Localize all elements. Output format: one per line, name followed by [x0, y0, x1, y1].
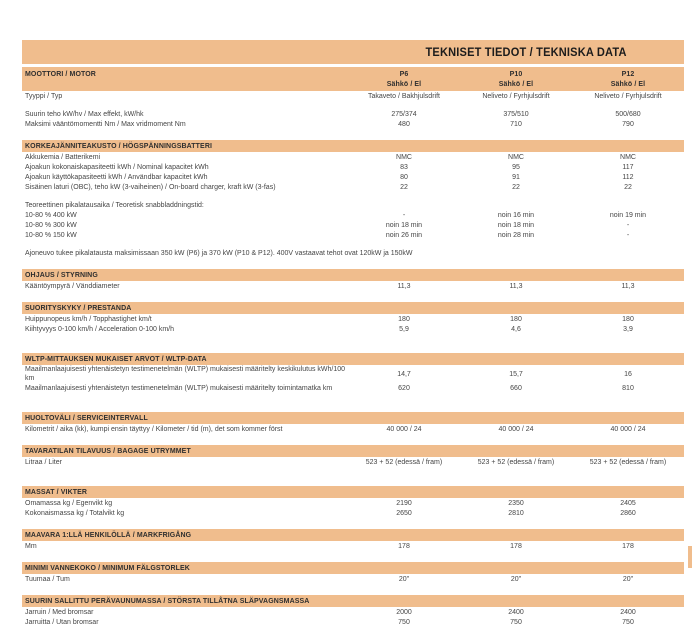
- row-value: 620: [398, 384, 410, 392]
- section-tavaratilan-tilavuus-bagage-utrymmet: [22, 445, 684, 483]
- table-row: [22, 498, 684, 508]
- row-value: 40 000 / 24: [386, 425, 422, 433]
- row-value: 178: [510, 542, 522, 550]
- table-row: [22, 152, 684, 162]
- row-value: Takaveto / Bakhjulsdrift: [368, 92, 440, 100]
- row-spacer: [22, 518, 684, 526]
- row-value: 20": [622, 575, 634, 583]
- row-value: 2350: [508, 499, 524, 507]
- section-title: TAVARATILAN TILAVUUS / BAGAGE UTRYMMET: [25, 447, 191, 455]
- row-value: 2000: [396, 608, 412, 616]
- table-row: [22, 508, 684, 518]
- table-row: [22, 200, 684, 210]
- column-subtitle: Sähkö / El: [386, 80, 422, 88]
- section-wltp-mittauksen-mukaiset-arvot-wltp-data: [22, 353, 684, 409]
- section-title: MINIMI VANNEKOKO / MINIMUM FÄLGSTORLEK: [25, 564, 190, 572]
- table-row: [22, 91, 684, 101]
- row-label: Maailmanlaajuisesti yhtenäistetyn testimenetelmän (WLTP) mukaisesti määritelty keskikulutus kWh/100 km: [25, 366, 346, 382]
- row-label: Huippunopeus km/h / Topphastighet km/t: [25, 315, 152, 323]
- row-label: Omamassa kg / Egenvikt kg: [25, 499, 113, 507]
- row-label: Sisäinen laturi (OBC), teho kW (3-vaiheinen) / On-board charger, kraft kW (3-fas): [25, 183, 276, 191]
- row-value: 790: [622, 120, 634, 128]
- row-value: 4,6: [511, 325, 521, 333]
- section-huoltov-li-serviceintervall: [22, 412, 684, 442]
- row-value: 22: [624, 183, 632, 191]
- row-value: NMC: [620, 153, 636, 161]
- row-value: 178: [622, 542, 634, 550]
- section-header: [22, 67, 684, 91]
- row-value: 11,3: [397, 282, 411, 290]
- row-value: NMC: [396, 153, 412, 161]
- row-value: Neliveto / Fyrhjulsdrift: [594, 92, 662, 100]
- row-value: 523 + 52 (edessä / fram): [589, 458, 667, 466]
- row-value: 810: [622, 384, 634, 392]
- row-value: 80: [400, 173, 408, 181]
- row-value: noin 26 min: [385, 231, 423, 239]
- row-value: 14,7: [397, 370, 411, 378]
- row-value: -: [626, 231, 630, 239]
- row-value: 20": [398, 575, 410, 583]
- row-value: noin 16 min: [497, 211, 535, 219]
- row-value: 15,7: [509, 370, 523, 378]
- row-label: Tuumaa / Tum: [25, 575, 70, 583]
- row-label: Kilometrit / aika (kk), kumpi ensin täyttyy / Kilometer / tid (m), det som kommer först: [25, 425, 283, 433]
- table-row: [22, 182, 684, 192]
- row-spacer: [22, 551, 684, 559]
- row-label: Kokonaismassa kg / Totalvikt kg: [25, 509, 125, 517]
- row-spacer: [22, 584, 684, 592]
- row-label: Teoreettinen pikalatausaika / Teoretisk snabbladdningstid:: [25, 201, 204, 209]
- row-label: Ajoakun käyttökapasiteetti kWh / Användbar kapacitet kWh: [25, 173, 208, 181]
- row-spacer: [22, 101, 684, 109]
- section-header: [22, 562, 684, 574]
- row-value: 40 000 / 24: [610, 425, 646, 433]
- row-value: 180: [510, 315, 522, 323]
- row-label: Ajoakun kokonaiskapasiteetti kWh / Nominal kapacitet kWh: [25, 163, 209, 171]
- row-spacer: [22, 258, 684, 266]
- section-header: [22, 302, 684, 314]
- table-row: [22, 541, 684, 551]
- row-value: 22: [400, 183, 408, 191]
- table-row: [22, 162, 684, 172]
- table-row: [22, 324, 684, 334]
- row-value: 2400: [508, 608, 524, 616]
- row-value: 3,9: [623, 325, 633, 333]
- row-value: noin 18 min: [497, 221, 535, 229]
- row-label: Maailmanlaajuisesti yhtenäistetyn testimenetelmän (WLTP) mukaisesti määritelty toimintamatka km: [25, 384, 333, 392]
- spec-sheet-page: [22, 40, 684, 627]
- row-value: 500/680: [615, 110, 641, 118]
- table-row: [22, 172, 684, 182]
- row-value: 480: [398, 120, 410, 128]
- row-label: Kääntöympyrä / Vänddiameter: [25, 282, 120, 290]
- row-value: 2860: [620, 509, 636, 517]
- section-header: [22, 269, 684, 281]
- table-row: [22, 210, 684, 220]
- row-label: 10-80 % 150 kW: [25, 231, 77, 239]
- row-label: Jarruin / Med bromsar: [25, 608, 94, 616]
- row-label: 10-80 % 300 kW: [25, 221, 77, 229]
- row-value: 20": [510, 575, 522, 583]
- table-row: [22, 109, 684, 119]
- note-row: [22, 248, 684, 258]
- table-row: [22, 617, 684, 627]
- row-spacer: [22, 434, 684, 442]
- row-label: Jarruitta / Utan bromsar: [25, 618, 99, 626]
- row-label: Maksimi vääntömomentti Nm / Max vridmoment Nm: [25, 120, 186, 128]
- row-spacer: [22, 342, 684, 350]
- section-header: [22, 412, 684, 424]
- row-label: Akkukemia / Batterikemi: [25, 153, 101, 161]
- row-spacer: [22, 393, 684, 401]
- column-header-p12: P12: [621, 70, 635, 78]
- row-value: 180: [622, 315, 634, 323]
- table-row: [22, 281, 684, 291]
- row-value: NMC: [508, 153, 524, 161]
- row-value: 375/510: [503, 110, 529, 118]
- note-text: Ajoneuvo tukee pikalatausta maksimissaan 350 kW (P6) ja 370 kW (P10 & P12). 400V vastaavat tehot ovat 120kW ja 150kW: [25, 249, 413, 257]
- row-value: 2650: [396, 509, 412, 517]
- table-row: [22, 119, 684, 129]
- table-row: [22, 457, 684, 467]
- row-value: noin 28 min: [497, 231, 535, 239]
- row-label: Litraa / Liter: [25, 458, 62, 466]
- row-value: noin 19 min: [609, 211, 647, 219]
- section-header: [22, 529, 684, 541]
- section-title: HUOLTOVÄLI / SERVICEINTERVALL: [25, 414, 148, 422]
- row-value: 91: [512, 173, 520, 181]
- row-value: 750: [398, 618, 410, 626]
- row-value: 5,9: [399, 325, 409, 333]
- row-value: 11,3: [509, 282, 523, 290]
- row-value: 11,3: [621, 282, 635, 290]
- table-row: [22, 365, 684, 383]
- section-header: [22, 140, 684, 152]
- row-label: Suurin teho kW/hv / Max effekt, kW/hk: [25, 110, 144, 118]
- section-title: MASSAT / VIKTER: [25, 488, 88, 496]
- row-label: Mm: [25, 542, 37, 550]
- row-value: 523 + 52 (edessä / fram): [477, 458, 555, 466]
- section-header: [22, 595, 684, 607]
- row-value: 40 000 / 24: [498, 425, 534, 433]
- page-edge-artifact: [688, 546, 692, 568]
- row-value: 2810: [508, 509, 524, 517]
- row-value: 117: [622, 163, 634, 171]
- row-value: 2190: [396, 499, 412, 507]
- section-title: SUURIN SALLITTU PERÄVAUNUMASSA / STÖRSTA TILLÅTNA SLÄPVAGNSMASSA: [25, 597, 310, 605]
- row-value: 660: [510, 384, 522, 392]
- row-spacer: [22, 291, 684, 299]
- row-spacer: [22, 192, 684, 200]
- row-value: 178: [398, 542, 410, 550]
- row-value: 2400: [620, 608, 636, 616]
- table-row: [22, 314, 684, 324]
- page-title: TEKNISET TIEDOT / TEKNISKA DATA: [425, 45, 627, 59]
- section-header: [22, 353, 684, 365]
- section-header: [22, 445, 684, 457]
- row-value: noin 18 min: [385, 221, 423, 229]
- row-value: 710: [510, 120, 522, 128]
- column-subtitle: Sähkö / El: [498, 80, 534, 88]
- row-value: 95: [512, 163, 520, 171]
- section-korkeaj-nniteakusto-h-gsp-nningsbatteri: [22, 140, 684, 266]
- row-value: 750: [622, 618, 634, 626]
- section-suorityskyky-prestanda: [22, 302, 684, 350]
- row-label: Kiihtyvyys 0-100 km/h / Acceleration 0-100 km/h: [25, 325, 175, 333]
- section-header: [22, 486, 684, 498]
- table-row: [22, 607, 684, 617]
- row-value: 180: [398, 315, 410, 323]
- column-header-p10: P10: [509, 70, 523, 78]
- row-value: -: [402, 211, 406, 219]
- row-value: 2405: [620, 499, 636, 507]
- row-spacer: [22, 467, 684, 475]
- row-value: 83: [400, 163, 408, 171]
- section-moottori-motor: [22, 67, 684, 137]
- table-row: [22, 424, 684, 434]
- section-minimi-vannekoko-minimum-f-lgstorlek: [22, 562, 684, 592]
- table-row: [22, 383, 684, 393]
- section-title: MOOTTORI / MOTOR: [25, 70, 96, 78]
- column-header-p6: P6: [399, 70, 409, 78]
- row-value: 22: [512, 183, 520, 191]
- section-title: MAAVARA 1:LLÄ HENKILÖLLÄ / MARKFRIGÅNG: [25, 531, 192, 539]
- section-title: WLTP-MITTAUKSEN MUKAISET ARVOT / WLTP-DATA: [25, 355, 207, 363]
- row-spacer: [22, 129, 684, 137]
- columns-subtitle-row: [22, 79, 684, 89]
- row-label: 10-80 % 400 kW: [25, 211, 77, 219]
- table-row: [22, 230, 684, 240]
- row-value: 523 + 52 (edessä / fram): [365, 458, 443, 466]
- row-value: Neliveto / Fyrhjulsdrift: [482, 92, 550, 100]
- sections: [22, 67, 684, 627]
- section-massat-vikter: [22, 486, 684, 526]
- row-spacer: [22, 240, 684, 248]
- row-value: 750: [510, 618, 522, 626]
- table-row: [22, 220, 684, 230]
- columns-header-row: [22, 69, 684, 79]
- row-spacer: [22, 475, 684, 483]
- row-spacer: [22, 334, 684, 342]
- row-value: 16: [624, 370, 632, 378]
- section-title: SUORITYSKYKY / PRESTANDA: [25, 304, 132, 312]
- table-row: [22, 574, 684, 584]
- section-title: OHJAUS / STYRNING: [25, 271, 98, 279]
- section-title: KORKEAJÄNNITEAKUSTO / HÖGSPÄNNINGSBATTERI: [25, 142, 213, 150]
- section-maavara-1-ll-henkil-ll-markfrig-ng: [22, 529, 684, 559]
- row-value: -: [626, 221, 630, 229]
- column-subtitle: Sähkö / El: [610, 80, 646, 88]
- title-bar: [22, 40, 684, 64]
- section-ohjaus-styrning: [22, 269, 684, 299]
- row-label: Tyyppi / Typ: [25, 92, 63, 100]
- row-spacer: [22, 401, 684, 409]
- row-value: 275/374: [391, 110, 417, 118]
- row-value: 112: [622, 173, 634, 181]
